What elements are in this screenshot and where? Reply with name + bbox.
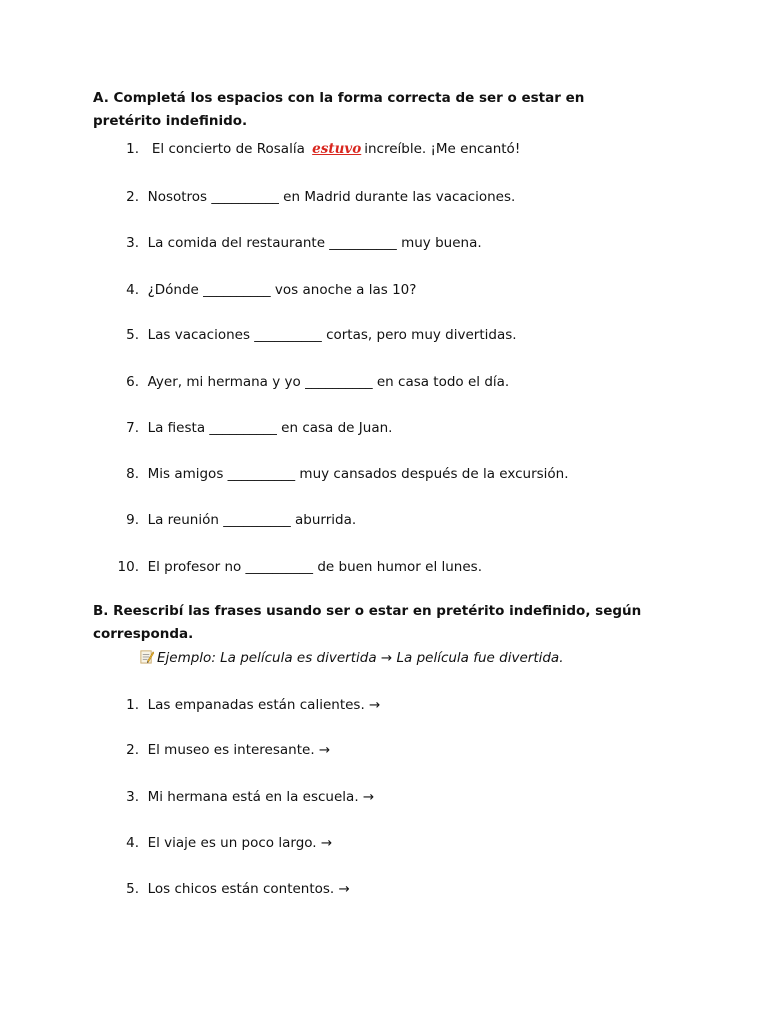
section-b-title: B. Reescribí las frases usando ser o estar en pretérito indefinido, según corresponda. [93,603,642,642]
section-a-item-1 [112,140,520,158]
item-number: 2. [126,189,139,205]
item-text: Ayer, mi hermana y yo __________ en casa todo el día. [147,374,510,390]
item-text: El viaje es un poco largo. → [147,835,333,851]
memo-icon [139,649,154,664]
item-number: 4. [126,282,139,298]
item-text-before: El concierto de Rosalía [151,141,305,157]
section-a-item-4 [112,281,416,299]
item-text: La fiesta __________ en casa de Juan. [147,420,393,436]
item-number: 3. [126,235,139,251]
section-b-item-3 [112,788,374,806]
item-text: Las empanadas están calientes. → [147,697,381,713]
section-b-item-5 [112,880,350,898]
section-a-item-9 [112,511,356,529]
item-text: El museo es interesante. → [147,742,331,758]
item-number: 2. [126,742,139,758]
item-number: 1. [126,697,139,713]
example-line [139,649,564,667]
item-number: 4. [126,835,139,851]
item-number: 3. [126,789,139,805]
section-a-item-5 [112,326,517,344]
item-text-after: increíble. ¡Me encantó! [364,141,521,157]
item-number: 5. [126,881,139,897]
item-number: 5. [126,327,139,343]
section-a-item-6 [112,373,509,391]
example-text: Ejemplo: La película es divertida → La película fue divertida. [157,650,564,666]
item-text: La comida del restaurante __________ muy buena. [147,235,482,251]
item-text: La reunión __________ aburrida. [147,512,357,528]
item-text: Nosotros __________ en Madrid durante las vacaciones. [147,189,516,205]
section-b-item-4 [112,834,332,852]
section-b-item-1 [112,696,380,714]
section-a-item-8 [112,465,569,483]
item-text: Las vacaciones __________ cortas, pero muy divertidas. [147,327,517,343]
item-text: Mi hermana está en la escuela. → [147,789,375,805]
section-a-title: A. Completá los espacios con la forma correcta de ser o estar en pretérito indefinido. [93,90,585,129]
section-a-item-10 [112,558,482,576]
item-text: Mis amigos __________ muy cansados después de la excursión. [147,466,569,482]
item-number: 1. [126,141,139,157]
item-number: 7. [126,420,139,436]
item-text: Los chicos están contentos. → [147,881,350,897]
item-text: ¿Dónde __________ vos anoche a las 10? [147,282,417,298]
section-b-item-2 [112,741,330,759]
item-number: 6. [126,374,139,390]
item-number: 8. [126,466,139,482]
item-number: 9. [126,512,139,528]
item-number: 10. [117,559,139,575]
section-a-item-2 [112,188,515,206]
section-a-item-7 [112,419,392,437]
item-text: El profesor no __________ de buen humor el lunes. [147,559,482,575]
section-a-item-3 [112,234,482,252]
handwritten-answer: estuvo [312,141,362,157]
